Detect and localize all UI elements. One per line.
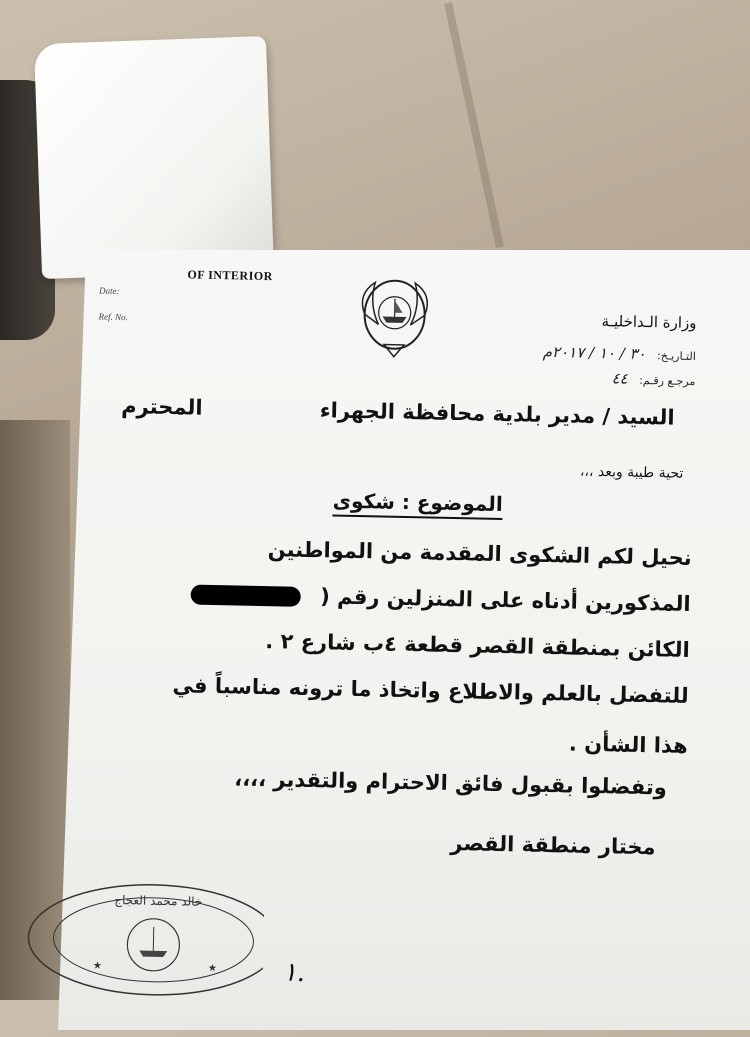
signatory-title: مختار منطقة القصر: [450, 831, 656, 859]
date-value: ٣٠ / ١٠ / ٢٠١٧م: [543, 343, 646, 363]
ref-value: ٤٤: [611, 369, 627, 387]
svg-text:★: ★: [93, 961, 102, 972]
ref-label-arabic: مرجـع رقـم:: [639, 374, 695, 388]
body-line-5: هذا الشأن .: [569, 731, 688, 757]
kuwait-emblem-icon: [354, 274, 436, 366]
body-line-3: الكائن بمنطقة القصر قطعة ٤ب شارع ٢ .: [265, 629, 690, 662]
official-stamp-icon: [2, 862, 265, 1007]
ref-row: [611, 369, 695, 389]
body-line-2: المذكورين أدناه على المنزلين رقم (: [320, 584, 691, 616]
letterhead-english-title: OF INTERIOR: [187, 267, 273, 284]
recipient: السيد / مدير بلدية محافظة الجهراء: [320, 398, 675, 429]
official-letter: [42, 243, 750, 1037]
recipient-line: [121, 394, 675, 430]
date-label-arabic: التـاريـخ:: [657, 349, 696, 363]
body-line-2-wrap: [191, 582, 691, 616]
honorific: المحترم: [121, 394, 203, 420]
ref-label-english: Ref. No.: [98, 312, 127, 323]
body-line-1: نحيل لكم الشكوى المقدمة من المواطنين: [268, 537, 692, 570]
body-line-4: للتفضل بالعلم والاطلاع واتخاذ ما ترونه مناسباً في: [172, 673, 689, 708]
closing-line: وتفضلوا بقبول فائق الاحترام والتقدير ،،،،: [234, 766, 667, 799]
greeting: تحية طيبة وبعد ،،،: [580, 464, 684, 482]
subject-line: الموضوع : شكوى: [332, 488, 502, 520]
handwritten-initials: ١.: [283, 958, 306, 988]
date-label-english: Date:: [99, 286, 120, 296]
stamp-text: خالد محمد العجاج: [114, 893, 202, 909]
date-row: [543, 343, 697, 364]
redaction-bar: [191, 585, 301, 607]
ministry-name-arabic: وزارة الـداخليـة: [601, 312, 696, 332]
svg-text:★: ★: [208, 963, 217, 974]
seat-seam: [444, 2, 504, 248]
